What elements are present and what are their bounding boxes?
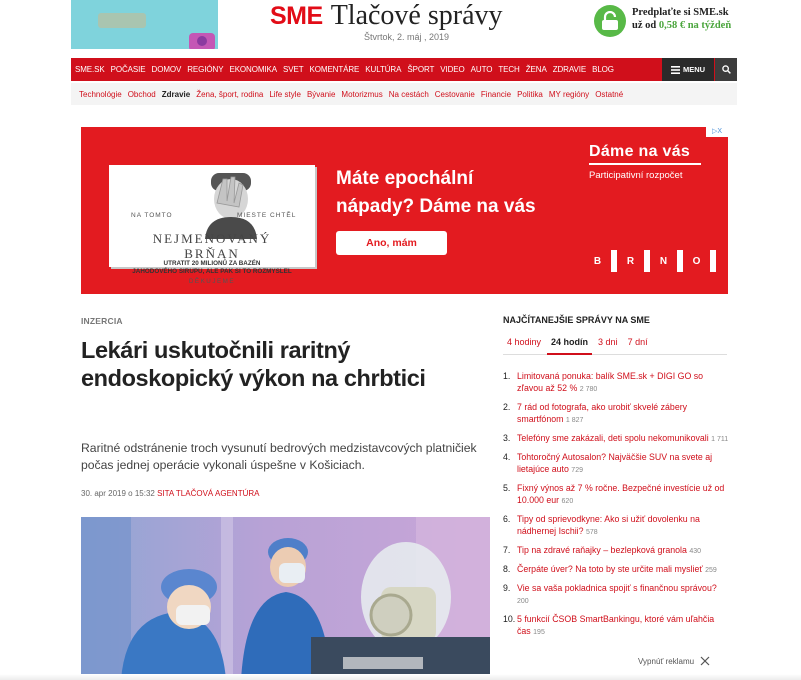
subnav-item-my-regiony[interactable]: MY regióny xyxy=(548,89,590,99)
brno-logo xyxy=(589,250,721,272)
subnav-item-ostatne[interactable]: Ostatné xyxy=(595,89,624,99)
header-date: Štvrtok, 2. máj , 2019 xyxy=(364,32,450,42)
ad-headline-line1: Máte epochální xyxy=(336,168,474,189)
list-item-count: 578 xyxy=(585,529,598,536)
list-item-number: 2. xyxy=(503,402,511,412)
list-item-count: 200 xyxy=(517,598,529,605)
sub-nav xyxy=(71,83,737,105)
logo-title: Tlačové správy xyxy=(330,0,503,31)
list-item-count: 1 711 xyxy=(711,436,729,443)
menu-label: MENU xyxy=(682,65,706,74)
list-item-number: 7. xyxy=(503,545,511,555)
list-item-title[interactable]: 7 rád od fotografa, ako urobiť skvelé zábery smartfónom xyxy=(517,402,688,424)
banner-ad[interactable] xyxy=(81,127,728,294)
ad-phone-icon xyxy=(189,33,215,49)
logo-brand: SME xyxy=(270,2,323,30)
subnav-item-politika[interactable]: Politika xyxy=(517,89,543,99)
article-photo xyxy=(81,517,490,680)
close-ad-button[interactable] xyxy=(638,656,710,666)
article-perex: Raritné odstránenie troch vysunutí bedrových medzistavcových platničiek počas jednej operácie vykonali úspešne v Košiciach. xyxy=(81,441,477,472)
subscribe-icon[interactable] xyxy=(594,5,626,37)
nav-item-tech[interactable]: TECH xyxy=(498,65,520,74)
subnav-item-life-style[interactable]: Life style xyxy=(269,89,301,99)
list-item[interactable] xyxy=(503,563,729,577)
list-item-count: 430 xyxy=(689,548,701,555)
list-item-title[interactable]: Čerpáte úver? Na toto by ste určite mali myslieť xyxy=(517,564,703,574)
most-read-tabs xyxy=(503,331,727,355)
nav-item-zena[interactable]: ŽENA xyxy=(525,65,547,74)
list-item-count: 729 xyxy=(571,467,583,474)
subnav-item-zdravie[interactable]: Zdravie xyxy=(161,89,191,99)
brno-letter: N xyxy=(659,255,668,267)
brno-bar xyxy=(611,250,617,272)
nav-item-pocasie[interactable]: POČASIE xyxy=(110,65,146,74)
nav-item-smesk[interactable]: SME.SK xyxy=(75,65,105,74)
brnan-sub-line2: JAHODOVÉHO SIRUPU, ALE PAK SI TO ROZMYSLEL xyxy=(132,268,292,275)
nav-item-kultura[interactable]: KULTÚRA xyxy=(365,65,402,74)
list-item-number: 3. xyxy=(503,433,511,443)
brno-letter: B xyxy=(593,255,602,267)
tab-7-dni[interactable]: 7 dní xyxy=(627,337,648,347)
list-item-count: 620 xyxy=(561,498,574,505)
brnan-small-right: MIESTE CHTĚL xyxy=(237,212,297,219)
list-item-title[interactable]: Telefóny sme zakázali, deti spolu nekomunikovali xyxy=(517,433,709,443)
nav-item-regiony[interactable]: REGIÓNY xyxy=(187,65,224,74)
tab-3-dni[interactable]: 3 dni xyxy=(598,337,618,347)
list-item-title[interactable]: Tip na zdravé raňajky – bezlepková granola xyxy=(517,545,687,555)
brnan-name-line2: BRŇAN xyxy=(184,246,240,261)
close-ad-label: Vypnúť reklamu xyxy=(638,656,695,666)
tab-4-hodiny[interactable]: 4 hodiny xyxy=(507,337,542,347)
nav-item-zdravie[interactable]: ZDRAVIE xyxy=(552,65,587,74)
brno-letter: O xyxy=(692,255,701,267)
search-icon xyxy=(722,65,731,74)
list-item[interactable] xyxy=(503,401,729,427)
subnav-item-cestovanie[interactable]: Cestovanie xyxy=(434,89,475,99)
brno-bar xyxy=(710,250,716,272)
list-item[interactable] xyxy=(503,582,729,608)
nav-item-video[interactable]: VIDEO xyxy=(440,65,465,74)
ad-headline xyxy=(336,165,596,221)
subnav-item-obchod[interactable]: Obchod xyxy=(127,89,156,99)
brnan-name xyxy=(109,231,315,261)
subnav-item-motorizmus[interactable]: Motorizmus xyxy=(341,89,383,99)
subnav-item-na-cestach[interactable]: Na cestách xyxy=(388,89,429,99)
list-item-number: 4. xyxy=(503,452,511,462)
menu-button[interactable] xyxy=(662,58,714,81)
subscribe-link[interactable] xyxy=(632,6,731,32)
list-item-number: 8. xyxy=(503,564,511,574)
list-item-number: 1. xyxy=(503,371,511,381)
nav-item-svet[interactable]: SVET xyxy=(283,65,304,74)
list-item-number: 5. xyxy=(503,483,511,493)
subnav-item-zena-sport-rodina[interactable]: Žena, šport, rodina xyxy=(196,89,264,99)
tab-24-hodin[interactable]: 24 hodín xyxy=(547,331,592,355)
site-logo[interactable] xyxy=(270,0,503,30)
nav-item-auto[interactable]: AUTO xyxy=(470,65,493,74)
brno-letter: R xyxy=(626,255,635,267)
nav-item-sport[interactable]: ŠPORT xyxy=(407,65,435,74)
list-item-count: 1 827 xyxy=(565,417,584,424)
list-item-title[interactable]: Fixný výnos až 7 % ročne. Bezpečné investície už od 10.000 eur xyxy=(517,483,725,505)
ad-pill-shape xyxy=(98,13,146,28)
brnan-sub xyxy=(109,260,315,276)
ad-right-subtitle: Participativní rozpočet xyxy=(589,170,683,181)
most-read-title: NAJČÍTANEJŠIE SPRÁVY NA SME xyxy=(503,315,650,325)
list-item[interactable] xyxy=(503,544,729,558)
surgery-photo-illustration xyxy=(81,517,490,680)
brnan-small-left: NA TOMTO xyxy=(131,212,173,219)
list-item[interactable] xyxy=(503,432,729,446)
ad-headline-line2: nápady? Dáme na vás xyxy=(336,196,536,217)
list-item[interactable] xyxy=(503,370,729,396)
list-item-count: 2 780 xyxy=(579,386,598,393)
ad-right-divider xyxy=(589,163,701,165)
person-covering-face-icon xyxy=(201,173,261,239)
list-item-title[interactable]: Tipy od sprievodkyne: Ako si užiť dovolenku na nádhernej Ischii? xyxy=(517,514,700,536)
article-agency-link[interactable]: SITA TLAČOVÁ AGENTÚRA xyxy=(157,489,260,498)
list-item[interactable] xyxy=(503,513,729,539)
brno-bar xyxy=(677,250,683,272)
most-read-list xyxy=(503,370,729,644)
subscribe-prefix: už od xyxy=(632,20,659,31)
nav-item-ekonomika[interactable]: EKONOMIKA xyxy=(229,65,278,74)
list-item-number: 9. xyxy=(503,583,511,593)
list-item-count: 259 xyxy=(705,567,717,574)
ad-right-title: Dáme na vás xyxy=(589,143,691,160)
list-item[interactable] xyxy=(503,613,729,639)
nav-item-komentare[interactable]: KOMENTÁRE xyxy=(309,65,360,74)
nav-item-domov[interactable]: DOMOV xyxy=(151,65,182,74)
article-headline: Lekári uskutočnili raritný endoskopický výkon na chrbtici xyxy=(81,337,426,391)
main-nav xyxy=(71,58,737,81)
brnan-name-line1: NEJMENOVANÝ xyxy=(152,231,272,246)
brnan-sub-line1: UTRATIT 20 MILIONŮ ZA BAZÉN xyxy=(163,260,261,267)
list-item[interactable] xyxy=(503,482,729,508)
list-item-title[interactable]: Vie sa vaša pokladnica spojiť s finančnou správou? xyxy=(517,583,717,593)
brnan-thanks: DĚKUJEME xyxy=(188,278,236,285)
brnan-card xyxy=(109,165,315,285)
page-bottom-shadow xyxy=(0,674,801,680)
subscribe-price: 0,58 € na týždeň xyxy=(658,20,732,31)
hamburger-icon xyxy=(671,66,680,74)
nav-item-blog[interactable]: BLOG xyxy=(592,65,614,74)
close-icon xyxy=(700,656,710,666)
list-item-title[interactable]: 5 funkcií ČSOB SmartBankingu, ktoré vám uľahčia čas xyxy=(517,614,715,636)
lock-icon xyxy=(601,11,619,31)
list-item[interactable] xyxy=(503,451,729,477)
subscribe-line1: Predplaťte si SME.sk xyxy=(632,7,729,18)
list-item-title[interactable]: Tohtoročný Autosalon? Najväčšie SUV na svete aj lietajúce auto xyxy=(517,452,713,474)
article-meta xyxy=(81,489,259,498)
ad-choices-badge[interactable]: ▷X xyxy=(706,127,728,137)
list-item-title[interactable]: Limitovaná ponuka: balík SME.sk + DIGI GO so zľavou až 52 % xyxy=(517,371,704,393)
search-button[interactable] xyxy=(715,58,737,81)
subnav-item-technologie[interactable]: Technológie xyxy=(79,89,122,99)
brno-bar xyxy=(644,250,650,272)
subnav-item-byvanie[interactable]: Bývanie xyxy=(306,89,336,99)
list-item-number: 10. xyxy=(503,614,516,624)
top-left-ad[interactable] xyxy=(71,0,218,49)
ad-cta-button[interactable]: Ano, mám xyxy=(336,231,447,255)
article-label: INZERCIA xyxy=(81,316,123,326)
subnav-item-financie[interactable]: Financie xyxy=(480,89,512,99)
list-item-count: 195 xyxy=(533,629,545,636)
article-date: 30. apr 2019 o 15:32 xyxy=(81,489,155,498)
list-item-number: 6. xyxy=(503,514,511,524)
